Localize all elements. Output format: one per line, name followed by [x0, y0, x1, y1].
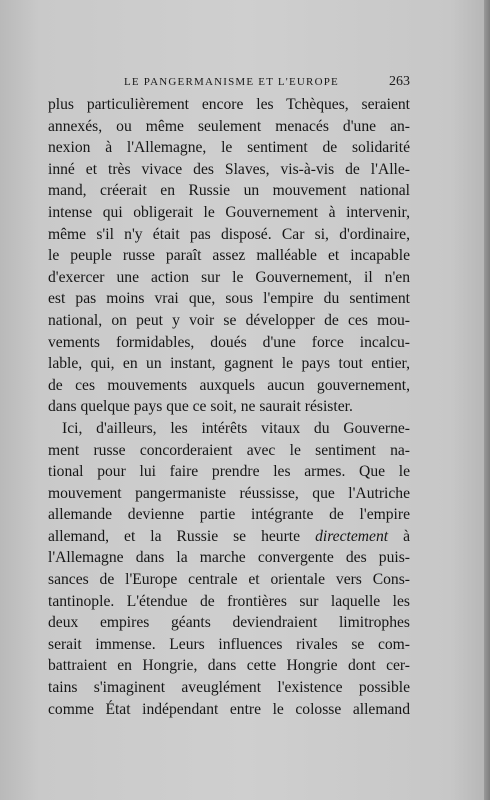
text-line: ment russe concorderaient avec le sentiment na- — [48, 441, 410, 459]
text-line: même s'il n'y était pas disposé. Car si, d'ordinaire, — [48, 225, 410, 243]
text-line: dans quelque pays que ce soit, ne saurait résister. — [48, 398, 353, 416]
text-segment: à — [403, 527, 410, 545]
text-line: deux empires géants deviendraient limitrophes — [48, 614, 410, 632]
text-line: sances de l'Europe centrale et orientale vers Cons- — [48, 571, 410, 589]
text-line: vements formidables, doués d'une force incalcu- — [48, 333, 410, 351]
text-line: tional pour lui faire prendre les armes. Que le — [48, 463, 410, 481]
text-line: est pas moins vrai que, sous l'empire du sentiment — [48, 290, 410, 308]
running-title: LE PANGERMANISME ET L'EUROPE — [124, 76, 339, 88]
text-line: le peuple russe paraît assez malléable et incapable — [48, 247, 410, 265]
text-line: comme État indépendant entre le colosse allemand — [48, 700, 410, 718]
text-line: Ici, d'ailleurs, les intérêts vitaux du Gouverne- — [62, 419, 410, 437]
text-line: tains s'imaginent aveuglément l'existence possible — [48, 679, 410, 697]
text-line: lable, qui, en un instant, gagnent le pays tout entier, — [48, 355, 410, 373]
text-line: l'Allemagne dans la marche convergente des puis- — [48, 549, 410, 567]
text-line: battraient en Hongrie, dans cette Hongrie dont cer- — [48, 657, 410, 675]
text-segment: allemand, et la Russie se heurte — [48, 527, 301, 545]
text-line: d'exercer une action sur le Gouvernement, il n'en — [48, 268, 410, 286]
text-line: intense qui obligerait le Gouvernement à intervenir, — [48, 203, 410, 221]
text-line: tantinople. L'étendue de frontières sur laquelle les — [48, 592, 410, 610]
text-line: inné et très vivace des Slaves, vis-à-vis de l'Alle- — [48, 160, 410, 178]
page-edge-shadow — [484, 0, 490, 800]
text-line: nexion à l'Allemagne, le sentiment de solidarité — [48, 139, 410, 157]
text-line: annexés, ou même seulement menacés d'une an- — [48, 117, 410, 135]
page-number: 263 — [389, 74, 410, 89]
text-line: de ces mouvements auxquels aucun gouvernement, — [48, 376, 410, 394]
text-line: mand, créerait en Russie un mouvement national — [48, 182, 410, 200]
text-line: plus particulièrement encore les Tchèques, seraient — [48, 96, 410, 113]
emphasized-word: directement — [315, 527, 389, 545]
text-line-with-emphasis — [48, 526, 410, 548]
body-text — [48, 94, 410, 720]
text-line: national, on peut y voir se développer de ces mou- — [48, 311, 410, 329]
text-line: serait immense. Leurs influences rivales se com- — [48, 635, 410, 653]
page-header — [48, 74, 410, 94]
text-line: allemande devienne partie intégrante de l'empire — [48, 506, 410, 524]
text-line: mouvement pangermaniste réussisse, que l'Autriche — [48, 484, 410, 502]
